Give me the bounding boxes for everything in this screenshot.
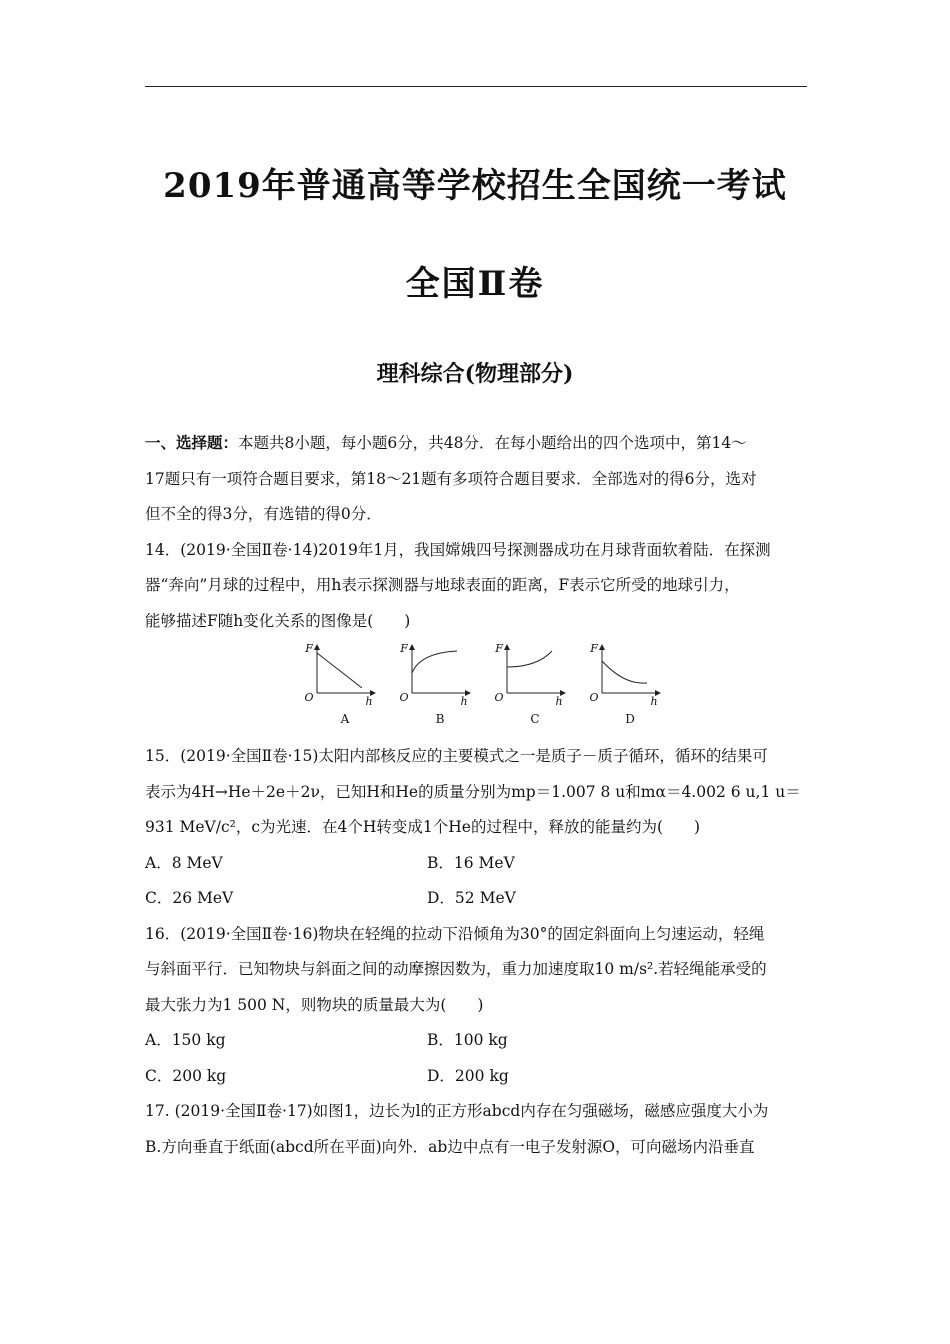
q15-option-a[interactable]: A．8 MeV	[145, 853, 223, 872]
q15-option-d[interactable]: D．52 MeV	[427, 889, 516, 907]
q17-line-2: B.方向垂直于纸面(abcd所在平面)向外．ab边中点有一电子发射源O，可向磁场内沿垂直	[145, 1137, 755, 1156]
graph-x-label: h	[650, 695, 658, 708]
graph-d	[589, 643, 660, 726]
graph-y-label: F	[590, 643, 598, 655]
exam-subtitle: 全国Ⅱ卷	[405, 264, 545, 304]
q16-line-2: 与斜面平行．已知物块与斜面之间的动摩擦因数为，重力加速度取10 m/s².若轻绳能承受的	[145, 960, 767, 978]
q14-graphs	[145, 643, 810, 743]
graph-option-label: C	[530, 712, 540, 726]
q14-line-1: 14．(2019·全国Ⅱ卷·14)2019年1月，我国嫦娥四号探测器成功在月球背面软着陆．在探测	[145, 540, 771, 559]
q16-option-c[interactable]: C．200 kg	[145, 1066, 227, 1085]
instructions-line-3: 但不全的得3分，有选错的得0分．	[145, 505, 382, 523]
graph-origin-label: O	[589, 691, 599, 704]
top-rule	[145, 86, 807, 87]
graph-option-label: B	[435, 712, 445, 726]
graph-origin-label: O	[304, 691, 314, 704]
graph-c	[494, 643, 565, 726]
graph-option-label: A	[340, 712, 350, 726]
graph-curve	[507, 651, 552, 667]
graph-curve	[602, 661, 647, 683]
q14-line-3: 能够描述F随h变化关系的图像是( )	[145, 611, 411, 630]
q16-option-d[interactable]: D．200 kg	[427, 1066, 509, 1085]
q16-line-1: 16．(2019·全国Ⅱ卷·16)物块在轻绳的拉动下沿倾角为30°的固定斜面向上匀速运动，轻绳	[145, 924, 765, 943]
q15-option-b[interactable]: B．16 MeV	[427, 853, 515, 872]
q15-line-1: 15．(2019·全国Ⅱ卷·15)太阳内部核反应的主要模式之一是质子－质子循环，循环的结果可	[145, 747, 768, 765]
q16-option-a[interactable]: A．150 kg	[145, 1031, 226, 1049]
q16-options-row-2	[145, 1063, 810, 1099]
graph-origin-label: O	[399, 691, 409, 704]
q15-line-3: 931 MeV/c²，c为光速．在4个H转变成1个He的过程中，释放的能量约为( )	[145, 818, 701, 836]
graph-y-label: F	[495, 643, 503, 655]
exam-title: 2019年普通高等学校招生全国统一考试	[163, 166, 787, 206]
graph-curve	[412, 651, 457, 673]
graph-x-label: h	[460, 695, 468, 708]
instructions-line-2: 17题只有一项符合题目要求，第18～21题有多项符合题目要求．全部选对的得6分，选对	[145, 469, 757, 488]
q14-graph-figure	[295, 643, 805, 733]
graph-origin-label: O	[494, 691, 504, 704]
question-content	[145, 430, 810, 1169]
graph-x-label: h	[365, 695, 373, 708]
graph-y-label: F	[305, 643, 313, 655]
q15-options-row-2	[145, 885, 810, 921]
q15-line-2: 表示为4H→He＋2e＋2ν，已知H和He的质量分别为mp＝1.007 8 u和mα＝4.002 6 u,1 u＝	[145, 782, 801, 801]
graph-x-label: h	[555, 695, 563, 708]
q15-options-row-1	[145, 850, 810, 886]
instructions-line-1: 一、选择题：本题共8小题，每小题6分，共48分．在每小题给出的四个选项中，第14～	[145, 433, 747, 452]
graph-option-label: D	[625, 712, 635, 726]
graph-curve	[317, 653, 362, 688]
q15-option-c[interactable]: C．26 MeV	[145, 889, 234, 907]
q17-line-1: 17. (2019·全国Ⅱ卷·17)如图1，边长为l的正方形abcd内存在匀强磁场，磁感应强度大小为	[145, 1102, 769, 1120]
graph-a	[304, 643, 375, 726]
q16-line-3: 最大张力为1 500 N，则物块的质量最大为( )	[145, 995, 484, 1014]
instructions-label: 一、选择题：	[145, 433, 239, 452]
section-title: 理科综合(物理部分)	[376, 361, 574, 387]
graph-b	[399, 643, 470, 726]
q16-option-b[interactable]: B．100 kg	[427, 1031, 508, 1049]
q14-line-2: 器“奔向”月球的过程中，用h表示探测器与地球表面的距离，F表示它所受的地球引力，	[145, 576, 740, 594]
graph-y-label: F	[400, 643, 408, 655]
q16-options-row-1	[145, 1027, 810, 1063]
